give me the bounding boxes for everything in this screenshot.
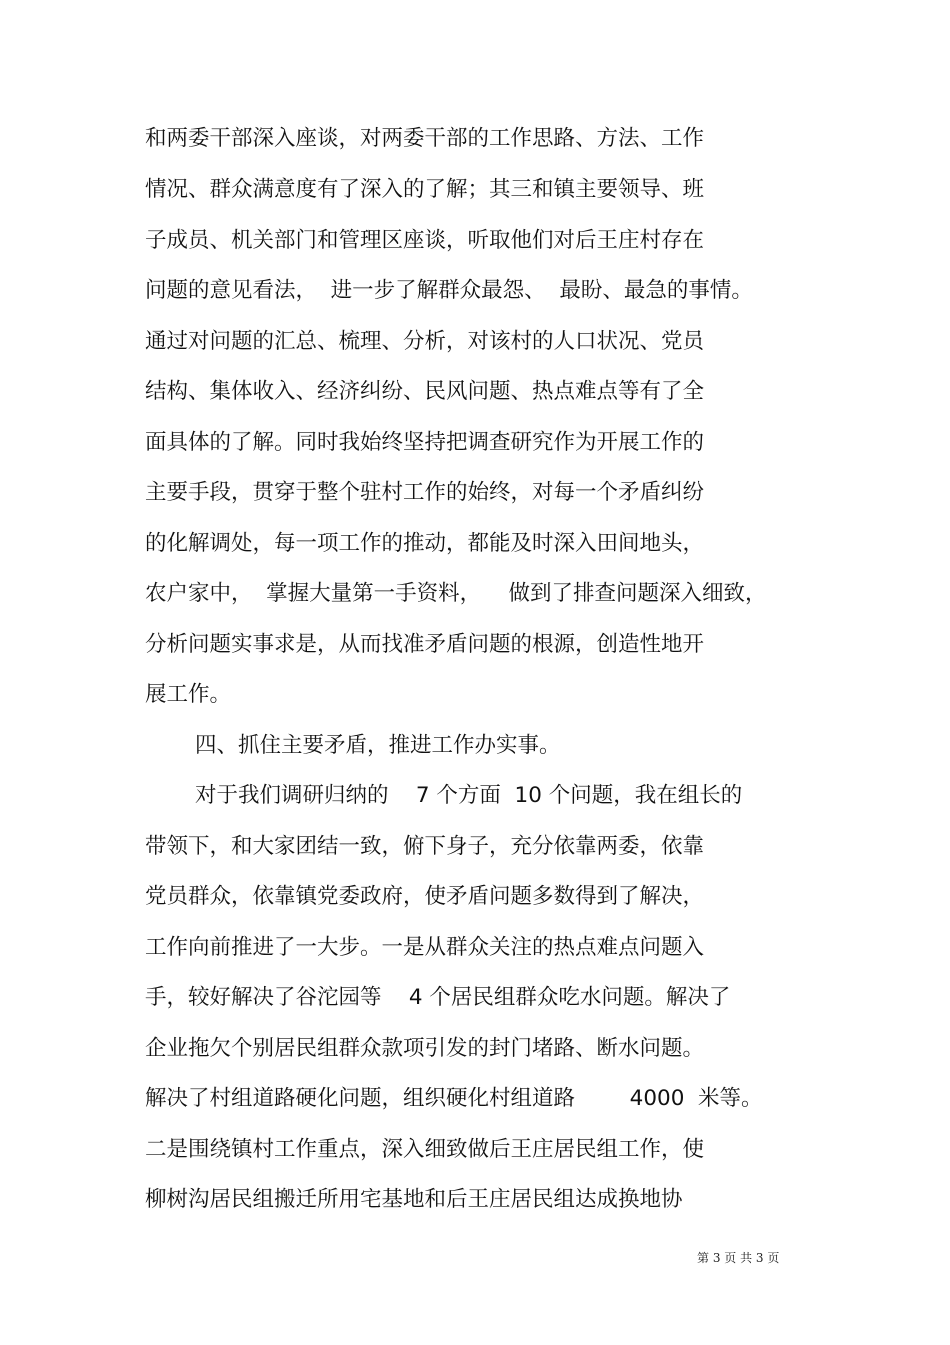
body-text-line: 解决了村组道路硬化问题，组织硬化村组道路 4000 米等。 xyxy=(145,1086,763,1111)
body-text-line: 问题的意见看法， 进一步了解群众最怨、 最盼、最急的事情。 xyxy=(145,278,753,303)
body-text-line: 对于我们调研归纳的 7 个方面 10 个问题，我在组长的 xyxy=(195,783,743,808)
body-text-line: 的化解调处，每一项工作的推动，都能及时深入田间地头， xyxy=(145,531,705,556)
body-text-line: 农户家中， 掌握大量第一手资料， 做到了排查问题深入细致， xyxy=(145,581,767,606)
body-text-line: 手，较好解决了谷沱园等 4 个居民组群众吃水问题。解决了 xyxy=(145,985,731,1010)
body-text-line: 党员群众，依靠镇党委政府，使矛盾问题多数得到了解决， xyxy=(145,884,705,909)
body-text-line: 工作向前推进了一大步。一是从群众关注的热点难点问题入 xyxy=(145,935,705,960)
body-text-line: 通过对问题的汇总、梳理、分析，对该村的人口状况、党员 xyxy=(145,329,705,354)
body-text-line: 分析问题实事求是，从而找准矛盾问题的根源，创造性地开 xyxy=(145,632,705,657)
body-text-line: 情况、群众满意度有了深入的了解；其三和镇主要领导、班 xyxy=(145,177,705,202)
body-text-line: 带领下，和大家团结一致，俯下身子，充分依靠两委，依靠 xyxy=(145,834,705,859)
body-text-line: 和两委干部深入座谈，对两委干部的工作思路、方法、工作 xyxy=(145,126,705,151)
body-text-line: 主要手段，贯穿于整个驻村工作的始终，对每一个矛盾纠纷 xyxy=(145,480,705,505)
body-text-line: 柳树沟居民组搬迁所用宅基地和后王庄居民组达成换地协 xyxy=(145,1187,683,1212)
page-number: 第 3 页 共 3 页 xyxy=(697,1251,780,1265)
section-heading: 四、抓住主要矛盾，推进工作办实事。 xyxy=(195,733,561,758)
body-text-line: 子成员、机关部门和管理区座谈，听取他们对后王庄村存在 xyxy=(145,228,705,253)
body-text-line: 面具体的了解。同时我始终坚持把调查研究作为开展工作的 xyxy=(145,430,705,455)
body-text-line: 展工作。 xyxy=(145,682,232,707)
body-text-line: 结构、集体收入、经济纠纷、民风问题、热点难点等有了全 xyxy=(145,379,705,404)
body-text-line: 二是围绕镇村工作重点，深入细致做后王庄居民组工作，使 xyxy=(145,1137,705,1162)
body-text-line: 企业拖欠个别居民组群众款项引发的封门堵路、断水问题。 xyxy=(145,1036,705,1061)
